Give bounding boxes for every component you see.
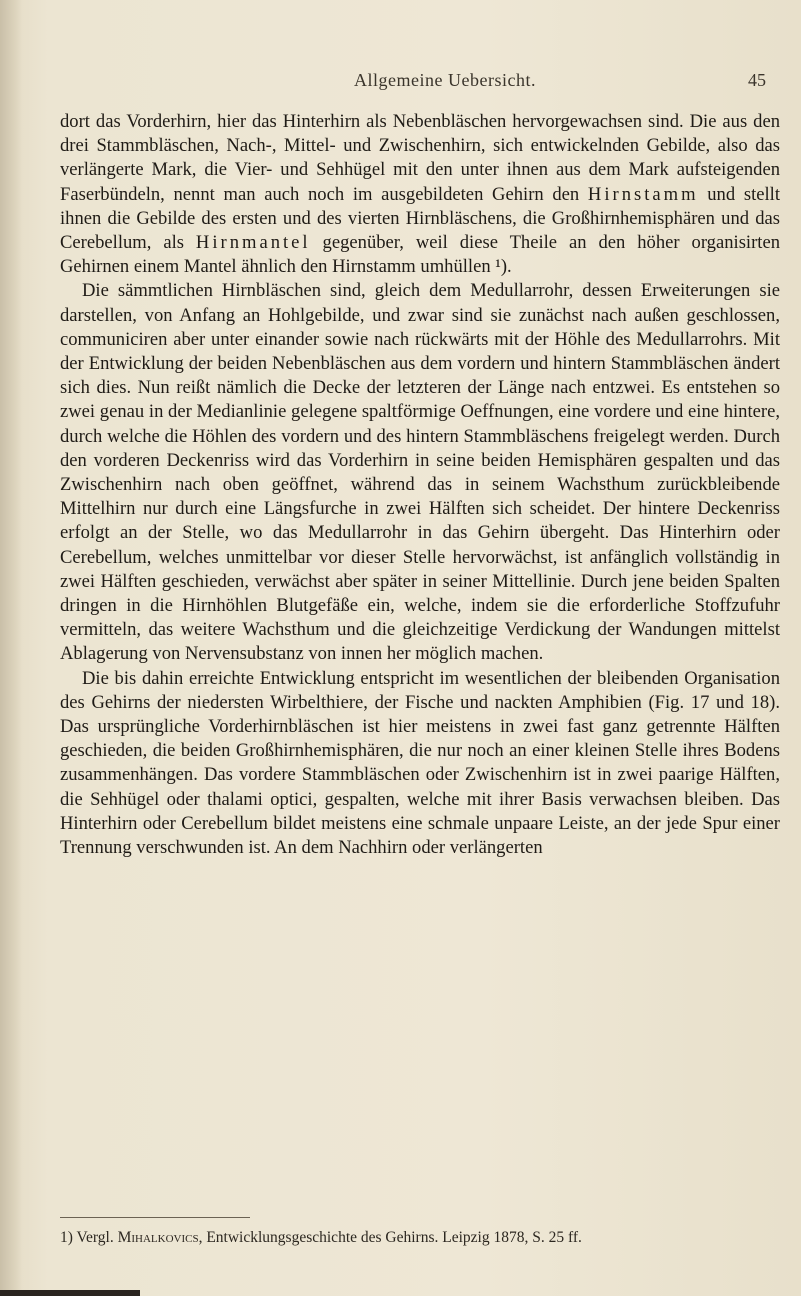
text-run: Die bis dahin erreichte Entwicklung entspricht im wesentlichen der bleibenden Organisation des Gehirns der niedersten Wirbelthiere, der Fische und nackten Amphibien (Fig. 17 und 18). Das ursprüngliche Vorderhirnbläschen ist hier meistens in zwei fast ganz getrennte Hälften geschieden, die beiden Großhirnhemisphären, die nur noch an einer kleinen Stelle ihres Bodens zusammenhängen. Das vordere Stammbläschen oder Zwischenhirn ist in zwei paarige Hälften, die Sehhügel oder thalami optici, gespalten, welche mit ihrer Basis verwachsen bleiben. Das Hinterhirn oder Cerebellum bildet meistens eine schmale unpaare Leiste, an der jede Spur einer Trennung verschwunden ist. An dem Nachhirn oder verlängerten	[60, 667, 780, 859]
paragraph-3	[60, 667, 780, 861]
spaced-term: Hirnmantel	[195, 232, 311, 254]
page-number: 45	[748, 70, 766, 90]
footnote-author: Mihalkovics	[117, 1229, 199, 1246]
running-title: Allgemeine Uebersicht.	[354, 70, 536, 90]
footnote	[60, 1228, 780, 1248]
paragraph-2	[60, 279, 780, 666]
page-bottom-edge	[0, 1290, 140, 1296]
footnote-rule	[60, 1217, 250, 1218]
footnote-citation: , Entwicklungsgeschichte des Gehirns. Leipzig 1878, S. 25 ff.	[198, 1229, 582, 1246]
text-run: dort das Vorderhirn, hier das Hinterhirn als Nebenbläschen hervorgewachsen sind. Die aus den drei Stammbläschen, Nach-, Mittel- und Zwischenhirn, sich entwickelnden Gebilde, also das verlängerte Mark, die Vier- und Sehhügel mit den unter ihnen aus dem Mark aufsteigenden Faserbündeln, nennt man auch noch im ausgebildeten Gehirn den	[60, 111, 780, 205]
page-spine-shadow	[0, 0, 22, 1296]
text-run: Die sämmtlichen Hirnbläschen sind, gleich dem Medullarrohr, dessen Erweiterungen sie darstellen, von Anfang an Hohlgebilde, und zwar sind sie zunächst nach außen geschlossen, communiciren aber unter einander sowie nach rückwärts mit der Höhle des Medullarrohrs. Mit der Entwicklung der beiden Nebenbläschen aus dem vordern und hintern Stammbläschen ändert sich dies. Nun reißt nämlich die Decke der letzteren der Länge nach entzwei. Es entstehen so zwei genau in der Medianlinie gelegene spaltförmige Oeffnungen, eine vordere und eine hintere, durch welche die Höhlen des vordern und des hintern Stammbläschens freigelegt werden. Durch den vorderen Deckenriss wird das Vorderhirn in seine beiden Hemisphären gespalten und das Zwischenhirn nach oben geöffnet, während das in seinem Wachsthum zurückbleibende Mittelhirn nur durch eine Längsfurche in zwei Hälften sich scheidet. Der hintere Deckenriss erfolgt an der Stelle, wo das Medullarrohr in das Gehirn übergeht. Das Hinterhirn oder Cerebellum, welches unmittelbar vor dieser Stelle hervorwächst, ist anfänglich vollständig in zwei Hälften geschieden, verwächst aber später in seiner Mittellinie. Durch jene beiden Spalten dringen in die Hirnhöhlen Blutgefäße ein, welche, indem sie die erforderliche Stoffzufuhr vermitteln, das weitere Wachsthum und die gleichzeitige Verdickung der Wandungen mittelst Ablagerung von Nervensubstanz von innen her möglich machen.	[60, 280, 780, 665]
footnote-marker: 1)	[60, 1229, 73, 1246]
footnote-prefix: Vergl.	[76, 1229, 118, 1246]
body-text	[60, 110, 780, 860]
running-header	[110, 70, 780, 94]
text-run: und stellt ihnen die Gebilde des ersten und des vierten Hirnbläschens, die Großhirnhemisphären und das Cerebellum, als	[60, 183, 780, 254]
text-run: gegenüber, weil diese Theile an den höher organisirten Gehirnen einem Mantel ähnlich den Hirnstamm umhüllen ¹).	[60, 232, 781, 278]
spaced-term: Hirnstamm	[587, 183, 699, 205]
paragraph-1	[60, 110, 780, 279]
